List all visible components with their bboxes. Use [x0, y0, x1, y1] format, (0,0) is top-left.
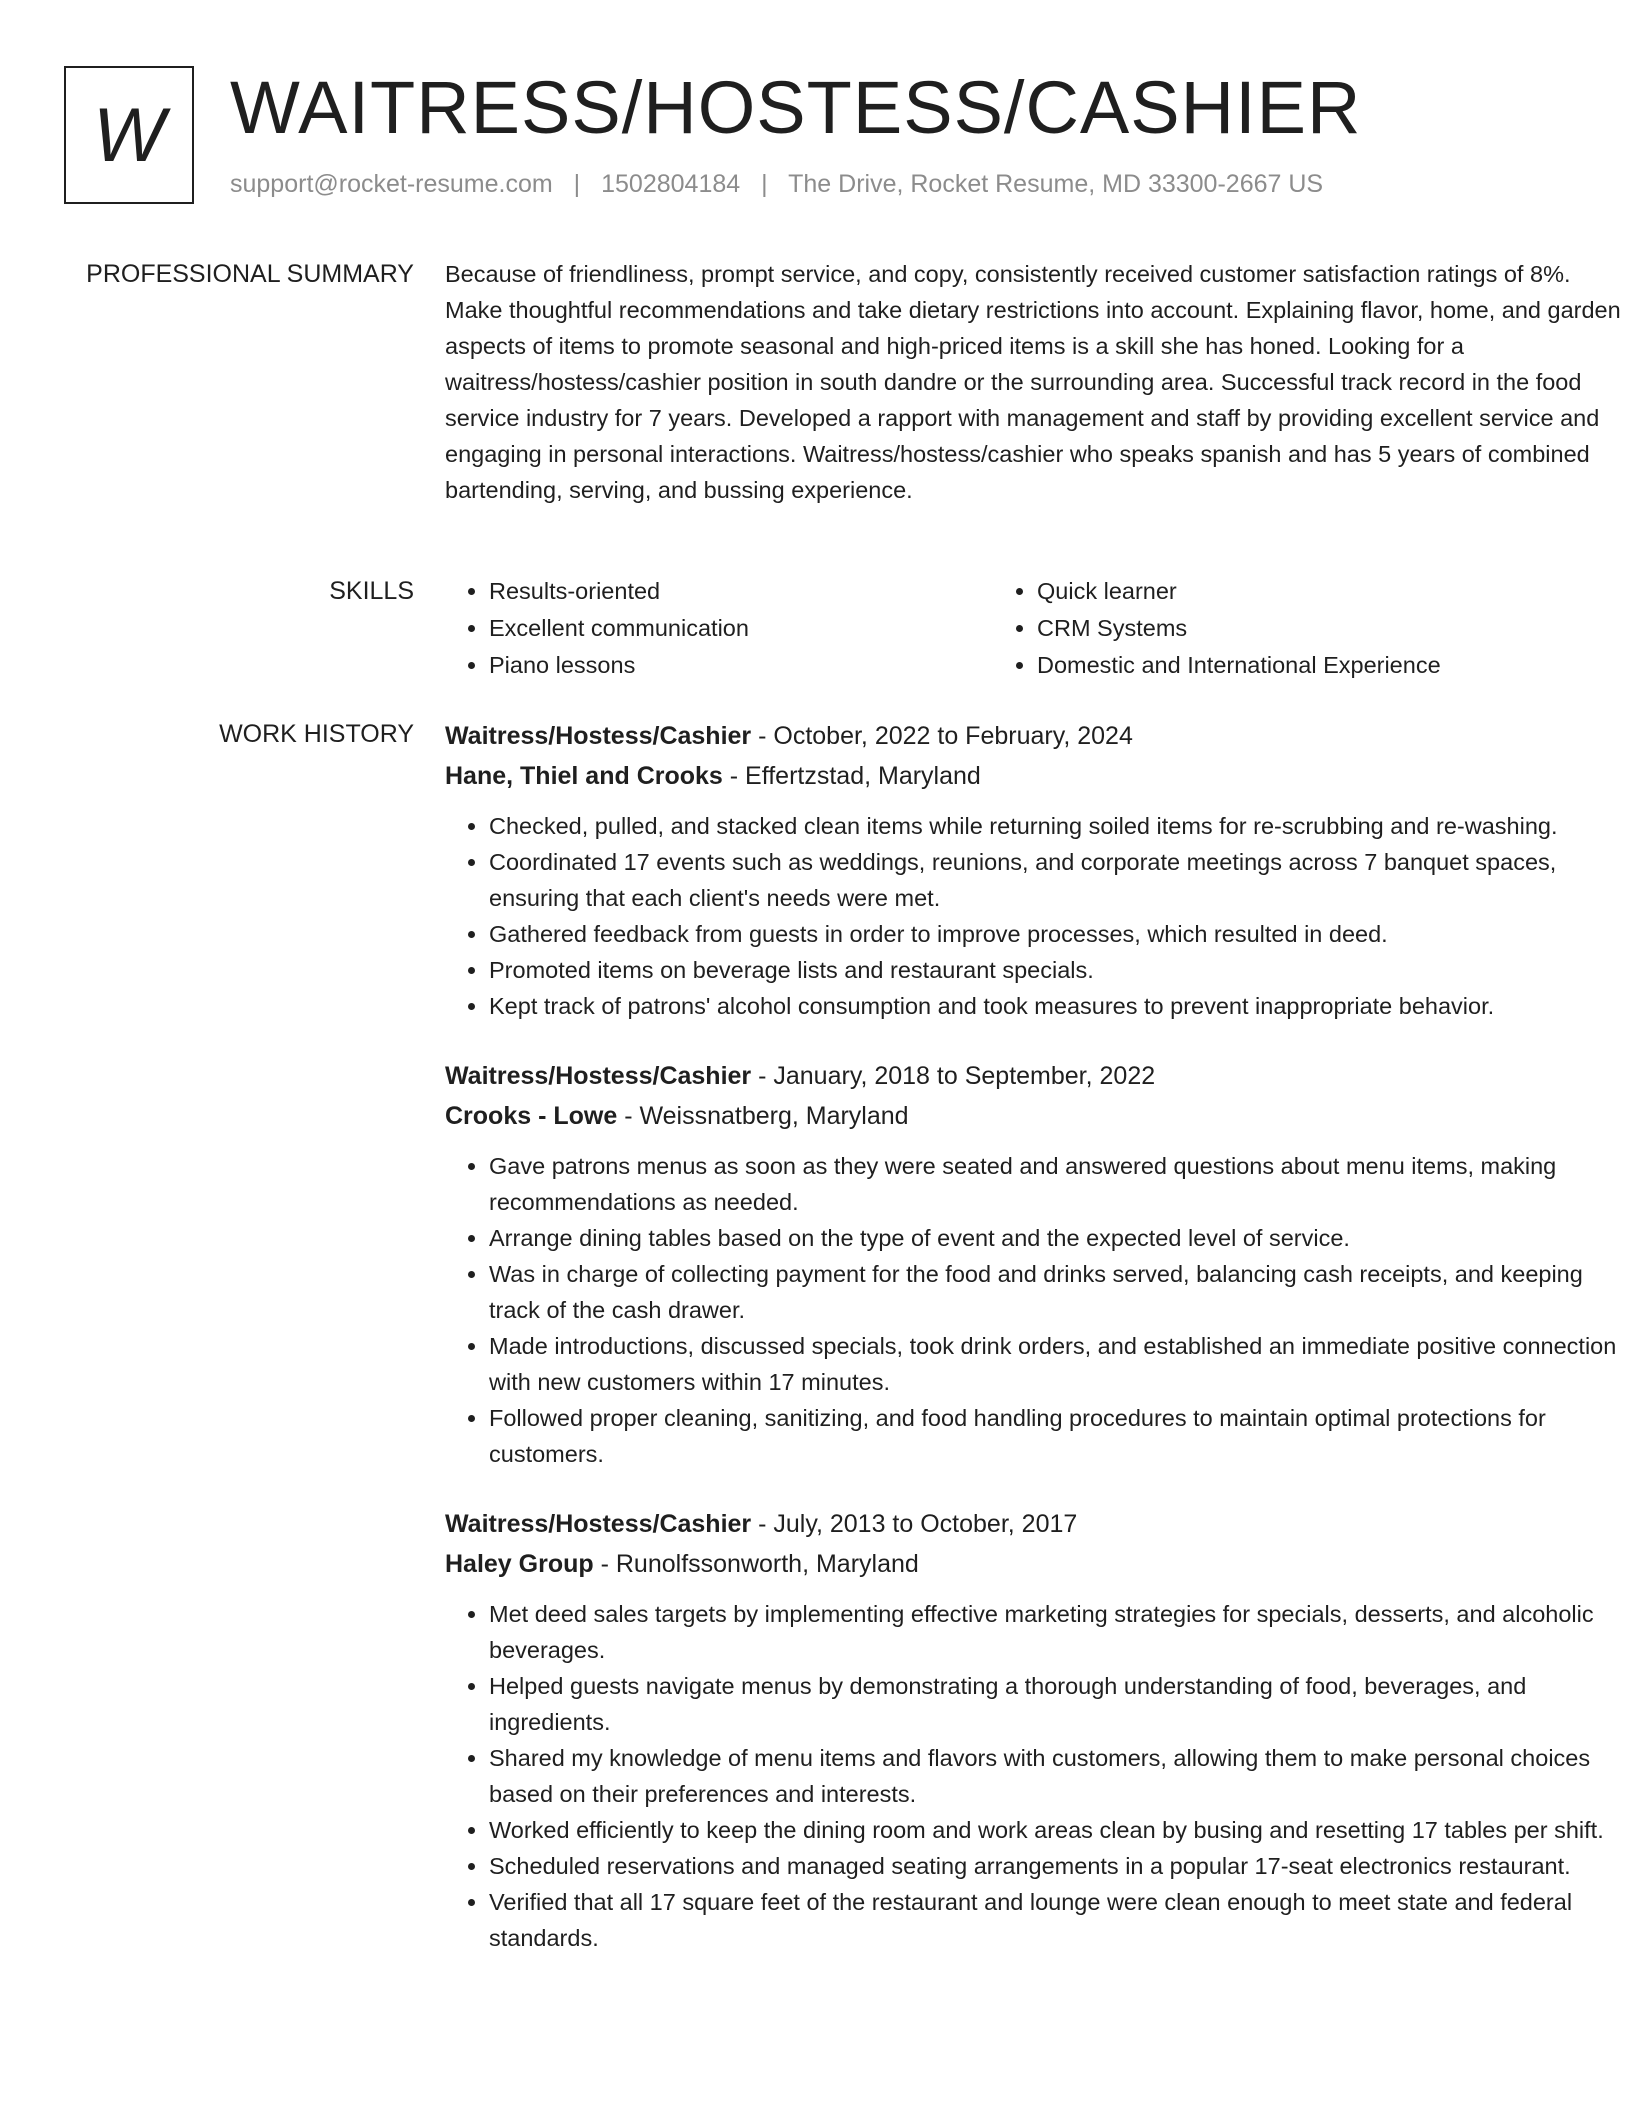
skills-list-left	[445, 573, 993, 684]
contact-phone: 1502804184	[601, 170, 741, 198]
monogram-logo: W	[64, 66, 194, 204]
job-bullet: • Was in charge of collecting payment for the food and drinks served, balancing cash receipts, and keeping track of the cash drawer.	[489, 1256, 1625, 1328]
contact-line	[230, 170, 1323, 199]
skill-item: • Excellent communication	[489, 610, 993, 647]
job-bullet: • Shared my knowledge of menu items and flavors with customers, allowing them to make personal choices based on their preferences and interests.	[489, 1740, 1625, 1812]
job-bullet: • Verified that all 17 square feet of the restaurant and lounge were clean enough to meet state and federal standards.	[489, 1884, 1625, 1956]
job-bullet: • Coordinated 17 events such as weddings, reunions, and corporate meetings across 7 banquet spaces, ensuring that each client's needs were met.	[489, 844, 1625, 916]
section-title-summary: PROFESSIONAL SUMMARY	[86, 260, 414, 288]
job-company: Hane, Thiel and Crooks	[445, 762, 723, 790]
job-bullet: • Gathered feedback from guests in order to improve processes, which resulted in deed.	[489, 916, 1625, 952]
job-bullet: • Helped guests navigate menus by demonstrating a thorough understanding of food, beverages, and ingredients.	[489, 1668, 1625, 1740]
job-role: Waitress/Hostess/Cashier	[445, 1062, 752, 1090]
job-company-line	[445, 756, 1625, 796]
job-bullet: • Gave patrons menus as soon as they were seated and answered questions about menu items, making recommendations as needed.	[489, 1148, 1625, 1220]
job-bullet: • Promoted items on beverage lists and restaurant specials.	[489, 952, 1625, 988]
job-entry	[445, 1056, 1625, 1472]
job-role: Waitress/Hostess/Cashier	[445, 1510, 752, 1538]
job-bullet: • Met deed sales targets by implementing effective marketing strategies for specials, desserts, and alcoholic beverages.	[489, 1596, 1625, 1668]
job-bullet: • Kept track of patrons' alcohol consumption and took measures to prevent inappropriate behavior.	[489, 988, 1625, 1024]
work-body	[445, 716, 1625, 1988]
contact-separator: |	[573, 170, 581, 198]
job-dates: - October, 2022 to February, 2024	[751, 722, 1133, 750]
job-title-line	[445, 1504, 1625, 1544]
skill-item: • Results-oriented	[489, 573, 993, 610]
job-title-line	[445, 716, 1625, 756]
contact-address: The Drive, Rocket Resume, MD 33300-2667 US	[788, 170, 1324, 198]
job-title-line	[445, 1056, 1625, 1096]
skills-list-right	[993, 573, 1541, 684]
skills-body	[445, 573, 1625, 684]
job-location: - Runolfssonworth, Maryland	[593, 1550, 919, 1578]
contact-email: support@rocket-resume.com	[230, 170, 553, 198]
job-dates: - January, 2018 to September, 2022	[751, 1062, 1156, 1090]
skill-item: • Piano lessons	[489, 647, 993, 684]
job-entry	[445, 716, 1625, 1024]
skills-grid	[445, 573, 1625, 684]
job-entry	[445, 1504, 1625, 1956]
job-bullet: • Made introductions, discussed specials, took drink orders, and established an immediate positive connection with new customers within 17 minutes.	[489, 1328, 1625, 1400]
job-bullets	[445, 1148, 1625, 1472]
job-location: - Weissnatberg, Maryland	[617, 1102, 909, 1130]
summary-body	[445, 256, 1625, 508]
job-bullets	[445, 808, 1625, 1024]
contact-separator: |	[761, 170, 768, 198]
job-location: - Effertzstad, Maryland	[722, 762, 981, 790]
section-title-work: WORK HISTORY	[219, 720, 414, 748]
job-company: Haley Group	[445, 1550, 594, 1578]
job-company-line	[445, 1096, 1625, 1136]
section-title-skills: SKILLS	[329, 577, 414, 605]
job-role: Waitress/Hostess/Cashier	[445, 722, 752, 750]
summary-text: Because of friendliness, prompt service, and copy, consistently received customer satisfaction ratings of 8%. Make thoughtful recommendations and take dietary restrictions into account. Explaining flavor, home, and garden aspects of items to promote seasonal and high-priced items is a skill she has honed. Looking for a waitress/hostess/cashier position in south dandre or the surrounding area. Successful track record in the food service industry for 7 years. Developed a rapport with management and staff by providing excellent service and engaging in personal interactions. Waitress/hostess/cashier who speaks spanish and has 5 years of combined bartending, serving, and bussing experience.	[445, 261, 1621, 503]
job-company: Crooks - Lowe	[445, 1102, 618, 1130]
job-bullet: • Worked efficiently to keep the dining room and work areas clean by busing and resetting 17 tables per shift.	[489, 1812, 1625, 1848]
job-bullets	[445, 1596, 1625, 1956]
candidate-name: WAITRESS/HOSTESS/CASHIER	[230, 66, 1362, 149]
job-bullet: • Scheduled reservations and managed seating arrangements in a popular 17-seat electronics restaurant.	[489, 1848, 1625, 1884]
job-bullet: • Followed proper cleaning, sanitizing, and food handling procedures to maintain optimal protections for customers.	[489, 1400, 1625, 1472]
skill-item: • Domestic and International Experience	[1037, 647, 1541, 684]
resume-header	[64, 64, 1564, 214]
job-company-line	[445, 1544, 1625, 1584]
job-dates: - July, 2013 to October, 2017	[751, 1510, 1078, 1538]
skill-item: • CRM Systems	[1037, 610, 1541, 647]
job-bullet: • Checked, pulled, and stacked clean items while returning soiled items for re-scrubbing and re-washing.	[489, 808, 1625, 844]
job-bullet: • Arrange dining tables based on the type of event and the expected level of service.	[489, 1220, 1625, 1256]
skill-item: • Quick learner	[1037, 573, 1541, 610]
